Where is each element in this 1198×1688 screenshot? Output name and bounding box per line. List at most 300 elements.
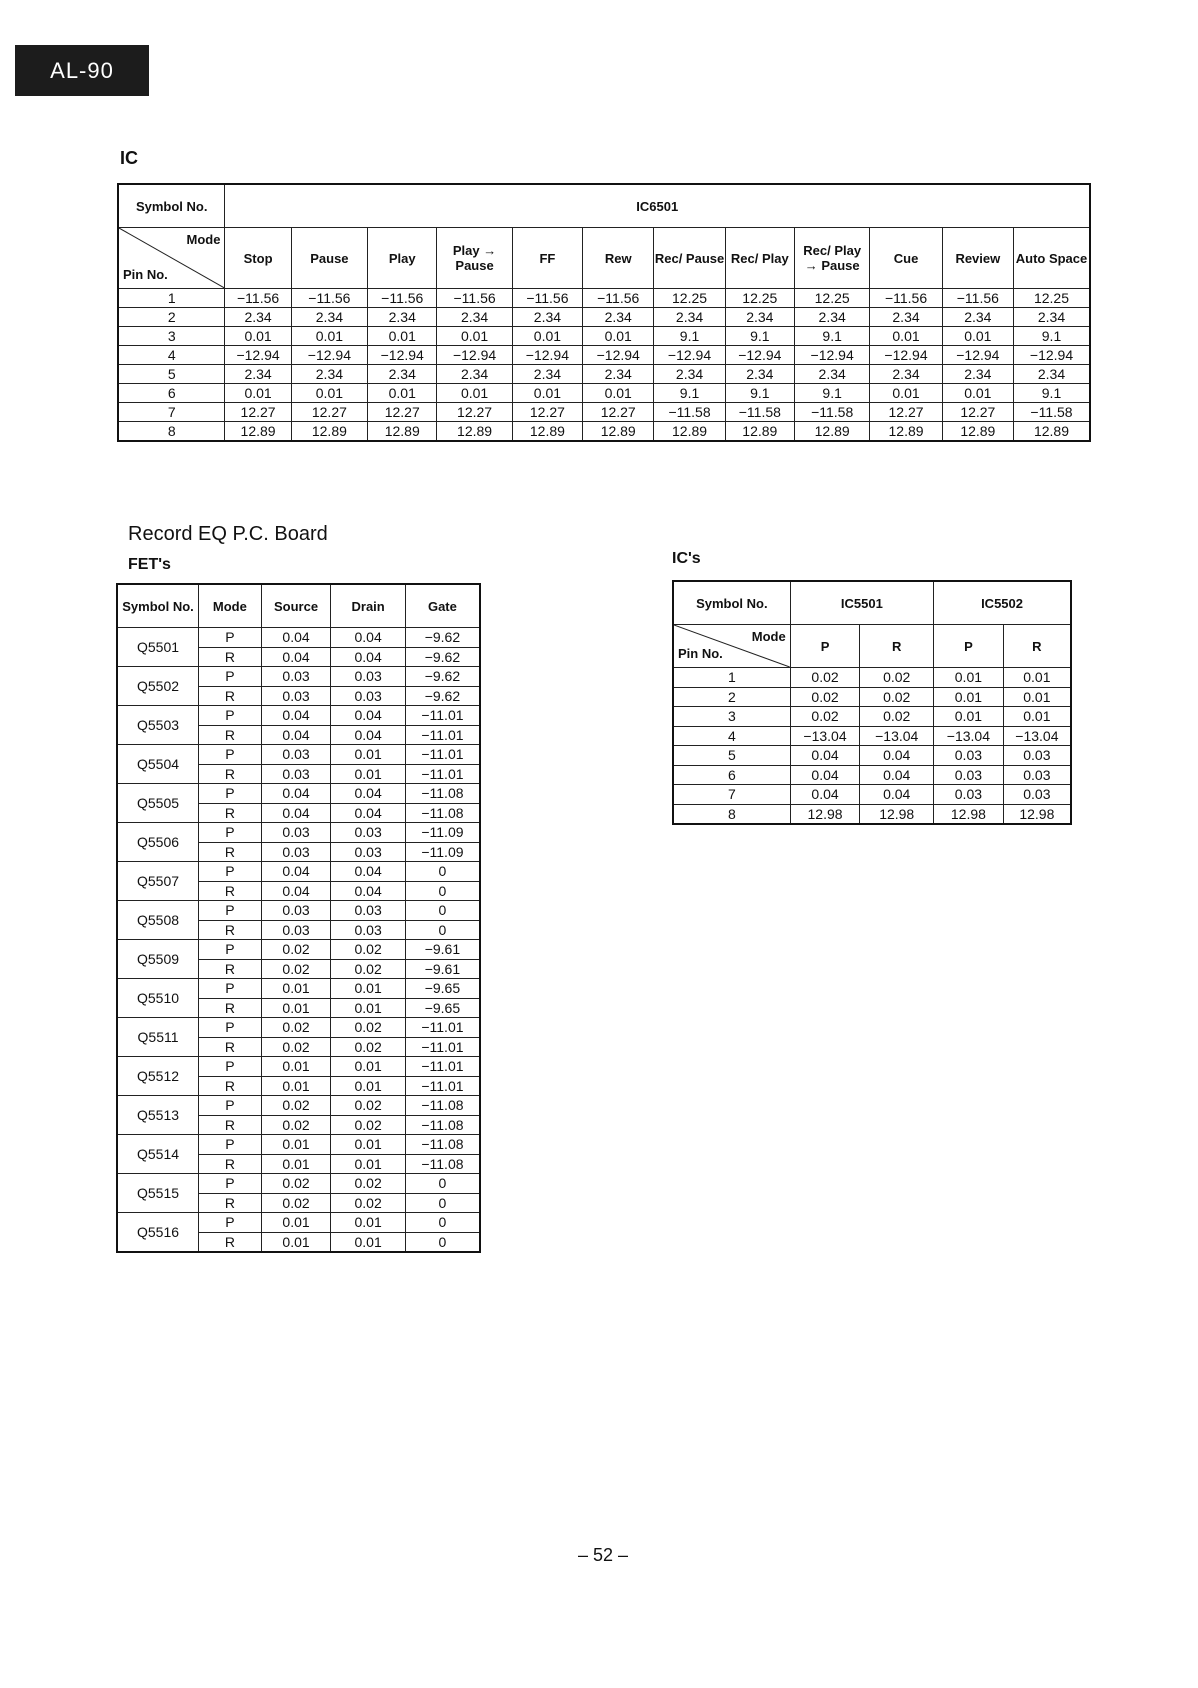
mode-label: Mode [186, 232, 221, 247]
voltage-cell: 0.03 [1003, 746, 1071, 766]
voltage-cell: −9.62 [405, 667, 480, 687]
voltage-cell: 0.02 [860, 668, 934, 688]
voltage-cell: 0.01 [1003, 707, 1071, 727]
voltage-cell: −11.56 [291, 289, 367, 308]
voltage-cell: −9.65 [405, 998, 480, 1018]
mode-cell: P [199, 1096, 262, 1116]
mode-header: Play → Pause [437, 228, 512, 289]
voltage-cell: −12.94 [794, 346, 869, 365]
table-row [117, 745, 480, 765]
voltage-cell: 0.03 [261, 920, 331, 940]
mode-cell: R [199, 647, 262, 667]
mode-cell: P [199, 1135, 262, 1155]
transistor-symbol: Q5514 [117, 1135, 199, 1174]
voltage-cell: 0.02 [331, 1018, 405, 1038]
voltage-cell: 0.04 [261, 784, 331, 804]
transistor-symbol: Q5502 [117, 667, 199, 706]
voltage-cell: 2.34 [942, 308, 1013, 327]
mode-cell: P [199, 979, 262, 999]
voltage-cell: 0 [405, 881, 480, 901]
voltage-cell: −12.94 [725, 346, 794, 365]
table-row [117, 823, 480, 843]
voltage-cell: 0.03 [1003, 765, 1071, 785]
voltage-cell: 0.03 [934, 785, 1004, 805]
column-header: Gate [405, 584, 480, 628]
voltage-cell: 0.01 [261, 1076, 331, 1096]
model-badge: AL-90 [15, 45, 149, 96]
voltage-cell: 2.34 [870, 365, 942, 384]
column-header: Mode [199, 584, 262, 628]
table-row [118, 346, 1090, 365]
voltage-cell: 0.04 [261, 725, 331, 745]
transistor-symbol: Q5512 [117, 1057, 199, 1096]
fet-heading: FET's [128, 556, 171, 573]
voltage-cell: 0.02 [331, 959, 405, 979]
voltage-cell: 0.04 [331, 881, 405, 901]
voltage-cell: 0.02 [261, 1096, 331, 1116]
voltage-cell: 2.34 [225, 308, 291, 327]
voltage-cell: 12.25 [725, 289, 794, 308]
voltage-cell: −9.62 [405, 647, 480, 667]
mode-cell: R [199, 764, 262, 784]
voltage-cell: 0.03 [331, 920, 405, 940]
voltage-cell: 2.34 [291, 365, 367, 384]
voltage-cell: 9.1 [794, 384, 869, 403]
voltage-cell: −11.01 [405, 1057, 480, 1077]
mode-label: Mode [751, 629, 786, 644]
table-row [117, 1057, 480, 1077]
table-row [673, 765, 1071, 785]
voltage-cell: 0.01 [261, 1057, 331, 1077]
voltage-cell: 2.34 [654, 308, 725, 327]
voltage-cell: 0.03 [261, 686, 331, 706]
voltage-cell: 0.01 [225, 327, 291, 346]
voltage-cell: 12.89 [291, 422, 367, 442]
table-row [117, 979, 480, 999]
ic5501-symbol: IC5501 [790, 581, 933, 625]
mode-header: Rew [583, 228, 654, 289]
mode-cell: P [199, 745, 262, 765]
transistor-symbol: Q5508 [117, 901, 199, 940]
voltage-cell: −11.01 [405, 1076, 480, 1096]
voltage-cell: 0.04 [331, 628, 405, 648]
voltage-cell: 0.04 [331, 862, 405, 882]
table-row [117, 784, 480, 804]
table-row [117, 940, 480, 960]
voltage-cell: 12.89 [725, 422, 794, 442]
mode-header: Rec/ Pause [654, 228, 725, 289]
voltage-cell: 12.27 [225, 403, 291, 422]
ic6501-voltage-table [117, 183, 1091, 442]
voltage-cell: 0.02 [331, 1096, 405, 1116]
voltage-cell: −11.58 [1014, 403, 1091, 422]
mode-cell: R [199, 1076, 262, 1096]
table-row [673, 785, 1071, 805]
voltage-cell: 0.01 [437, 327, 512, 346]
voltage-cell: 0.04 [261, 647, 331, 667]
voltage-cell: 0.02 [331, 1037, 405, 1057]
mode-cell: R [199, 881, 262, 901]
voltage-cell: 0.01 [870, 327, 942, 346]
pin-number: 4 [673, 726, 790, 746]
voltage-cell: 0 [405, 920, 480, 940]
voltage-cell: 0 [405, 1232, 480, 1252]
voltage-cell: 0.02 [860, 687, 934, 707]
voltage-cell: −11.56 [870, 289, 942, 308]
voltage-cell: −11.01 [405, 764, 480, 784]
voltage-cell: 0.01 [331, 1232, 405, 1252]
voltage-cell: 9.1 [1014, 327, 1091, 346]
voltage-cell: 0.02 [331, 940, 405, 960]
mode-cell: R [199, 725, 262, 745]
mode-cell: P [199, 823, 262, 843]
mode-cell: R [199, 1232, 262, 1252]
mode-header: R [1003, 625, 1071, 668]
voltage-cell: 2.34 [794, 308, 869, 327]
voltage-cell: 0.02 [860, 707, 934, 727]
voltage-cell: 0.04 [860, 785, 934, 805]
voltage-cell: 0.03 [1003, 785, 1071, 805]
mode-cell: P [199, 901, 262, 921]
voltage-cell: 12.25 [1014, 289, 1091, 308]
voltage-cell: 0.02 [261, 1174, 331, 1194]
voltage-cell: 12.27 [870, 403, 942, 422]
voltage-cell: 0.04 [331, 784, 405, 804]
voltage-cell: −12.94 [942, 346, 1013, 365]
transistor-symbol: Q5510 [117, 979, 199, 1018]
transistor-symbol: Q5504 [117, 745, 199, 784]
voltage-cell: −9.61 [405, 940, 480, 960]
transistor-symbol: Q5505 [117, 784, 199, 823]
voltage-cell: 0.03 [934, 746, 1004, 766]
mode-cell: P [199, 628, 262, 648]
voltage-cell: 0.03 [261, 745, 331, 765]
voltage-cell: 0.01 [331, 1213, 405, 1233]
voltage-cell: −11.01 [405, 725, 480, 745]
voltage-cell: 12.89 [512, 422, 582, 442]
voltage-cell: 9.1 [794, 327, 869, 346]
voltage-cell: 0.01 [512, 327, 582, 346]
voltage-cell: 0.02 [261, 1193, 331, 1213]
voltage-cell: 12.25 [654, 289, 725, 308]
voltage-cell: 9.1 [725, 384, 794, 403]
pin-mode-diagonal-header [118, 228, 225, 289]
voltage-cell: −11.08 [405, 1096, 480, 1116]
mode-header: Pause [291, 228, 367, 289]
voltage-cell: 12.89 [942, 422, 1013, 442]
voltage-cell: −13.04 [1003, 726, 1071, 746]
voltage-cell: 0.01 [1003, 687, 1071, 707]
voltage-cell: 12.89 [654, 422, 725, 442]
mode-header: Stop [225, 228, 291, 289]
ic-section-heading: IC [120, 148, 138, 168]
table-row [118, 365, 1090, 384]
ics-voltage-table [672, 580, 1072, 825]
fet-voltage-table [116, 583, 481, 1253]
table-row [117, 862, 480, 882]
voltage-cell: 2.34 [942, 365, 1013, 384]
mode-cell: R [199, 1115, 262, 1135]
voltage-cell: 2.34 [368, 308, 437, 327]
table-row [117, 901, 480, 921]
voltage-cell: 2.34 [725, 308, 794, 327]
voltage-cell: 0.01 [583, 327, 654, 346]
record-eq-heading: Record EQ P.C. Board [128, 523, 328, 545]
voltage-cell: 0.04 [261, 881, 331, 901]
voltage-cell: 0.01 [331, 1135, 405, 1155]
voltage-cell: 9.1 [1014, 384, 1091, 403]
voltage-cell: 0.04 [261, 706, 331, 726]
voltage-cell: 0.01 [1003, 668, 1071, 688]
column-header: Drain [331, 584, 405, 628]
voltage-cell: −12.94 [291, 346, 367, 365]
voltage-cell: 2.34 [1014, 365, 1091, 384]
mode-cell: R [199, 686, 262, 706]
voltage-cell: 0.01 [870, 384, 942, 403]
table-row [673, 668, 1071, 688]
pin-number: 4 [118, 346, 225, 365]
mode-header: Auto Space [1014, 228, 1091, 289]
mode-cell: R [199, 1193, 262, 1213]
voltage-cell: −9.62 [405, 628, 480, 648]
voltage-cell: 0.01 [942, 384, 1013, 403]
voltage-cell: 0.02 [261, 1018, 331, 1038]
voltage-cell: −11.58 [725, 403, 794, 422]
voltage-cell: −9.62 [405, 686, 480, 706]
voltage-cell: 0.03 [331, 901, 405, 921]
voltage-cell: −9.61 [405, 959, 480, 979]
voltage-cell: 0.04 [860, 746, 934, 766]
voltage-cell: 12.89 [225, 422, 291, 442]
mode-header: Play [368, 228, 437, 289]
voltage-cell: 0.01 [331, 979, 405, 999]
symbol-label: Symbol No. [673, 581, 790, 625]
mode-cell: R [199, 803, 262, 823]
table-row [117, 1018, 480, 1038]
voltage-cell: 12.27 [942, 403, 1013, 422]
voltage-cell: 0.04 [261, 862, 331, 882]
table-row [117, 1213, 480, 1233]
mode-cell: P [199, 940, 262, 960]
mode-header: Rec/ Play → Pause [794, 228, 869, 289]
voltage-cell: 0.02 [790, 707, 860, 727]
mode-cell: P [199, 1174, 262, 1194]
voltage-cell: 0.04 [790, 785, 860, 805]
voltage-cell: −11.56 [437, 289, 512, 308]
voltage-cell: 0.04 [261, 628, 331, 648]
mode-cell: R [199, 920, 262, 940]
voltage-cell: 0.04 [331, 706, 405, 726]
transistor-symbol: Q5513 [117, 1096, 199, 1135]
pin-mode-diagonal-header [673, 625, 790, 668]
voltage-cell: 0.01 [261, 1213, 331, 1233]
voltage-cell: 0.01 [225, 384, 291, 403]
voltage-cell: 12.89 [1014, 422, 1091, 442]
voltage-cell: −11.56 [942, 289, 1013, 308]
pin-number: 6 [118, 384, 225, 403]
pin-number: 1 [673, 668, 790, 688]
pin-number: 3 [673, 707, 790, 727]
voltage-cell: 0.03 [261, 667, 331, 687]
voltage-cell: 0.01 [934, 668, 1004, 688]
voltage-cell: −11.08 [405, 784, 480, 804]
pin-number: 3 [118, 327, 225, 346]
pin-number: 6 [673, 765, 790, 785]
voltage-cell: −11.09 [405, 823, 480, 843]
voltage-cell: −11.01 [405, 1018, 480, 1038]
transistor-symbol: Q5509 [117, 940, 199, 979]
mode-cell: P [199, 1213, 262, 1233]
voltage-cell: −11.58 [654, 403, 725, 422]
mode-cell: P [199, 667, 262, 687]
voltage-cell: −11.56 [368, 289, 437, 308]
column-header: Symbol No. [117, 584, 199, 628]
voltage-cell: 2.34 [725, 365, 794, 384]
voltage-cell: 9.1 [725, 327, 794, 346]
voltage-cell: −13.04 [860, 726, 934, 746]
pin-label: Pin No. [123, 267, 168, 282]
ic5502-symbol: IC5502 [934, 581, 1071, 625]
voltage-cell: 12.98 [790, 804, 860, 824]
mode-header: Cue [870, 228, 942, 289]
voltage-cell: 0.01 [331, 745, 405, 765]
voltage-cell: 0.04 [331, 803, 405, 823]
voltage-cell: 0.01 [583, 384, 654, 403]
voltage-cell: 0.03 [331, 823, 405, 843]
pin-number: 5 [673, 746, 790, 766]
voltage-cell: 0.01 [331, 1154, 405, 1174]
pin-number: 8 [118, 422, 225, 442]
mode-header: P [790, 625, 860, 668]
voltage-cell: −12.94 [654, 346, 725, 365]
voltage-cell: 0.03 [261, 901, 331, 921]
voltage-cell: 12.89 [368, 422, 437, 442]
voltage-cell: −12.94 [870, 346, 942, 365]
voltage-cell: −13.04 [934, 726, 1004, 746]
mode-header: Rec/ Play [725, 228, 794, 289]
voltage-cell: 0.01 [261, 1232, 331, 1252]
voltage-cell: 0.01 [291, 384, 367, 403]
voltage-cell: 0 [405, 901, 480, 921]
table-row [117, 706, 480, 726]
voltage-cell: 2.34 [291, 308, 367, 327]
voltage-cell: 0.03 [261, 842, 331, 862]
voltage-cell: 12.89 [583, 422, 654, 442]
voltage-cell: 12.98 [1003, 804, 1071, 824]
voltage-cell: 2.34 [654, 365, 725, 384]
voltage-cell: −12.94 [437, 346, 512, 365]
voltage-cell: −11.01 [405, 706, 480, 726]
voltage-cell: 12.89 [437, 422, 512, 442]
voltage-cell: −11.01 [405, 1037, 480, 1057]
voltage-cell: 0.02 [331, 1115, 405, 1135]
voltage-cell: −12.94 [225, 346, 291, 365]
voltage-cell: −12.94 [368, 346, 437, 365]
voltage-cell: 2.34 [437, 308, 512, 327]
table-row [673, 804, 1071, 824]
mode-cell: R [199, 1037, 262, 1057]
table-row [673, 726, 1071, 746]
voltage-cell: 0 [405, 862, 480, 882]
symbol-label: Symbol No. [118, 184, 225, 228]
voltage-cell: −9.65 [405, 979, 480, 999]
voltage-cell: −11.56 [512, 289, 582, 308]
voltage-cell: 12.98 [860, 804, 934, 824]
mode-cell: P [199, 1057, 262, 1077]
table-row [118, 327, 1090, 346]
voltage-cell: 0.02 [261, 1115, 331, 1135]
voltage-cell: 0.04 [331, 725, 405, 745]
column-header: Source [261, 584, 331, 628]
voltage-cell: −11.09 [405, 842, 480, 862]
voltage-cell: 0.04 [790, 765, 860, 785]
voltage-cell: −11.58 [794, 403, 869, 422]
voltage-cell: 0 [405, 1193, 480, 1213]
voltage-cell: 0.01 [934, 707, 1004, 727]
voltage-cell: 0.01 [934, 687, 1004, 707]
voltage-cell: 0.01 [261, 998, 331, 1018]
pin-label: Pin No. [678, 646, 723, 661]
voltage-cell: 0.01 [261, 1154, 331, 1174]
voltage-cell: 0.01 [261, 979, 331, 999]
mode-cell: P [199, 706, 262, 726]
voltage-cell: 0.02 [331, 1193, 405, 1213]
voltage-cell: −11.08 [405, 1115, 480, 1135]
voltage-cell: 0.03 [331, 667, 405, 687]
table-row [118, 403, 1090, 422]
voltage-cell: 2.34 [1014, 308, 1091, 327]
voltage-cell: −12.94 [512, 346, 582, 365]
table-row [118, 289, 1090, 308]
table-row [117, 1096, 480, 1116]
voltage-cell: −11.01 [405, 745, 480, 765]
voltage-cell: 0 [405, 1213, 480, 1233]
pin-number: 7 [673, 785, 790, 805]
voltage-cell: −11.08 [405, 803, 480, 823]
mode-header: Review [942, 228, 1013, 289]
table-row [117, 667, 480, 687]
voltage-cell: 0.01 [331, 764, 405, 784]
voltage-cell: 2.34 [512, 365, 582, 384]
voltage-cell: 2.34 [794, 365, 869, 384]
ics-heading: IC's [672, 550, 701, 567]
mode-cell: R [199, 998, 262, 1018]
transistor-symbol: Q5515 [117, 1174, 199, 1213]
transistor-symbol: Q5501 [117, 628, 199, 667]
voltage-cell: 0.03 [934, 765, 1004, 785]
table-row [118, 308, 1090, 327]
voltage-cell: 0.01 [368, 327, 437, 346]
voltage-cell: 0 [405, 1174, 480, 1194]
voltage-cell: 2.34 [225, 365, 291, 384]
voltage-cell: 0.02 [261, 959, 331, 979]
voltage-cell: −11.56 [225, 289, 291, 308]
mode-header: FF [512, 228, 582, 289]
mode-cell: R [199, 1154, 262, 1174]
pin-number: 8 [673, 804, 790, 824]
table-row [117, 1135, 480, 1155]
voltage-cell: 2.34 [437, 365, 512, 384]
voltage-cell: 12.89 [870, 422, 942, 442]
voltage-cell: 9.1 [654, 327, 725, 346]
pin-number: 2 [118, 308, 225, 327]
voltage-cell: 0.04 [331, 647, 405, 667]
table-row [117, 628, 480, 648]
table-row [673, 687, 1071, 707]
transistor-symbol: Q5506 [117, 823, 199, 862]
voltage-cell: −11.08 [405, 1135, 480, 1155]
voltage-cell: 2.34 [583, 308, 654, 327]
